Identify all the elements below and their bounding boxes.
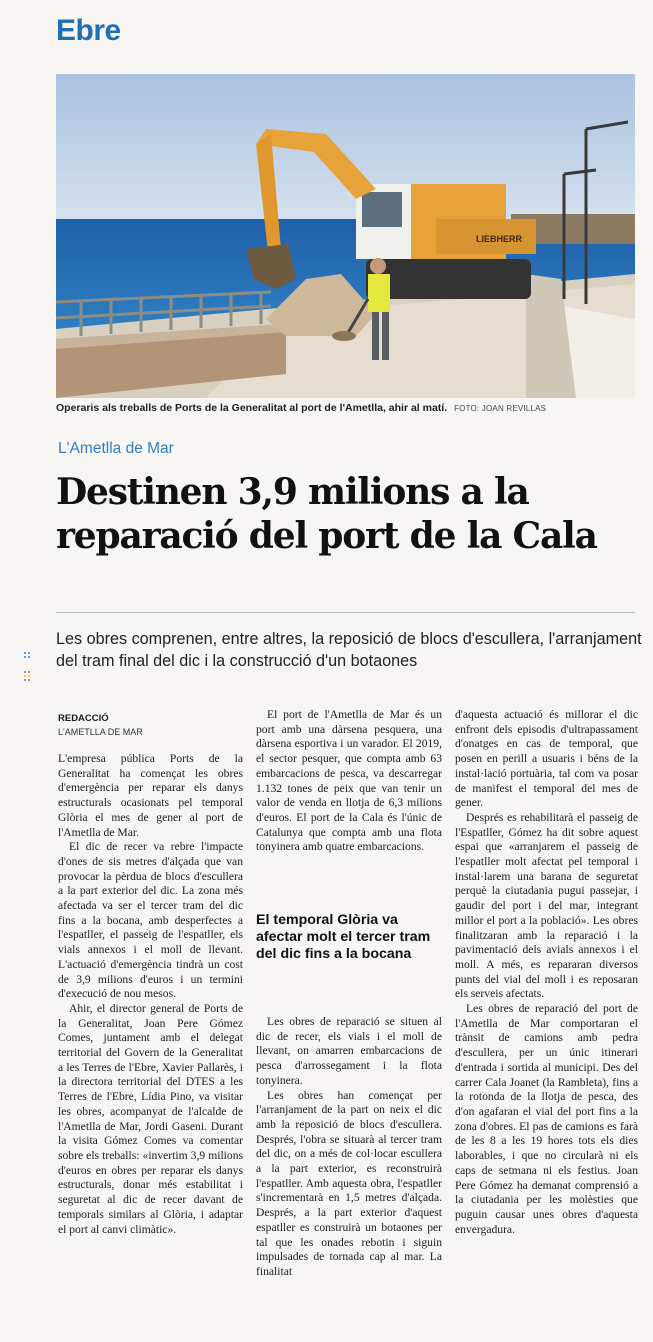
- paragraph: Ahir, el director general de Ports de la Generalitat, Joan Pere Gómez Comes, juntament amb el delegat territorial del Govern de la Generalitat a les Terres de l'Ebre, Xavier Pallarès, i la directora territorial del DTES a les Terres de l'Ebre, Lídia Pino, va visitar les obres, acompanyat de l'alcalde de l'Ametlla de Mar, Jordi Gaseni. Durant la visita Gómez Comes va comentar sobre els treballs: «invertim 3,9 milions d'euros en obres per reparar els danys estructurals, donar més estabilitat i seguretat al dic de recer davant de temporals similars al Glòria, i adaptar el port al canvi climàtic».: [58, 1001, 243, 1236]
- subheading: El temporal Glòria va afectar molt el tercer tram del dic fins a la bocana: [256, 912, 431, 962]
- column-3: [455, 708, 638, 1237]
- headline: Destinen 3,9 milions a la reparació del port de la Cala: [56, 471, 597, 557]
- column-2-bottom: [256, 1015, 442, 1280]
- paragraph: Les obres de reparació se situen al dic de recer, els vials i el moll de llevant, on amarren embarcacions de pesca d'arrossegament i la flota tonyinera.: [256, 1015, 442, 1087]
- article-photo: [56, 74, 635, 398]
- paragraph: Després es rehabilitarà el passeig de l'Espatller, Gómez ha dit sobre aquest espai que «arranjarem el passeig de l'espatller molt afectat pel temporal i instal·larem una barana de seguretat perquè la ciutadania pugui passejar, i gaudir del port i del mar, integrant millor el port a la població». Les obres finalitzaran amb la reparació i la pavimentació dels avials annexos i el moll. A més, es repararan diversos punts del vial del moll i es reposaran els serveis afectats.: [455, 810, 638, 1001]
- bleed-through-text: [325, 16, 445, 70]
- paragraph: d'aquesta actuació és millorar el dic enfront dels episodis d'ultrapassament d'onatges en cas de temporal, que posen en perill a usuaris i béns de la instal·lació portuària, tal com va posar de manifest el temporal del mes de gener.: [455, 708, 638, 810]
- byline-place: L'AMETLLA DE MAR: [58, 727, 143, 737]
- paragraph: El dic de recer va rebre l'impacte d'ones de sis metres d'alçada que van provocar la pèrdua de blocs d'escullera a la part exterior del dic. La zona més afectada va ser el tercer tram del dic fins a la bocana, amb desperfectes a l'espatller, el passeig de l'espatller, els vials annexos i el moll de llevant. L'actuació d'emergència tindrà un cost de 3,9 milions d'euros i un termini d'execució de nou mesos.: [58, 840, 243, 1001]
- machine-label: LIEBHERR: [476, 234, 523, 244]
- photo-credit: FOTO: JOAN REVILLAS: [454, 404, 547, 413]
- location-label: L'Ametlla de Mar: [58, 440, 174, 457]
- section-label: Ebre: [56, 14, 121, 47]
- deck-text: Les obres comprenen, entre altres, la reposició de blocs d'escullera, l'arranjament del tram final del dic i la construcció d'un botaones: [56, 630, 642, 670]
- paragraph: L'empresa pública Ports de la Generalitat ha començat les obres d'emergència per reparar els danys estructurals ocasionats pel temporal Glòria el mes de gener al port de l'Ametlla de Mar.: [58, 752, 243, 839]
- registration-marks: [22, 650, 32, 690]
- caption-text: Operaris als treballs de Ports de la Generalitat al port de l'Ametlla, ahir al matí.: [56, 402, 448, 414]
- byline: [58, 712, 248, 739]
- photo-caption: [56, 402, 635, 414]
- paragraph: Les obres han començat per l'arranjament de la part on neix el dic amb la reposició de blocs d'escullera. Després, l'obra se situarà al tercer tram del dic, on a més de col·locar escullera a la part exterior, es reconstruirà l'espatller. Amb aquesta obra, l'espatller s'incrementarà en 1,5 metres d'alçada. Després, a la part exterior d'aquest espatller es construirà un botaones per tal que les onades rebotin i siguin impulsades de tornada cap al mar. La finalitat: [256, 1088, 442, 1278]
- paragraph: Les obres de reparació del port de l'Ametlla de Mar comportaran el trànsit de camions amb pedra d'escullera, per un únic itinerari d'entrada i sortida al municipi. Des del carrer Cala Joanet (la Rambleta), fins a la rotonda de la llotja de pesca, des d'on agafaran el vial del port fins a la zona d'obres. El pas de camions es farà de les 8 a les 19 hores tots els dies laborables, i que no circularà ni els caps de setmana ni els festius. Joan Pere Gómez ha demanat comprensió a la ciutadania per les molèsties que puguin causar unes obres d'aquesta envergadura.: [455, 1002, 638, 1236]
- paragraph: El port de l'Ametlla de Mar és un port amb una dàrsena pesquera, una dàrsena esportiva i un varador. El 2019, el sector pesquer, que compta amb 63 embarcacions de pesca, va descarregar 1.132 tones de peix que van tenir un valor de venda en llotja de 6,3 milions d'euros. El port de la Cala és l'únic de Catalunya que compta amb una flota tonyinera amb quatre embarcacions.: [256, 708, 442, 854]
- column-2-top: [256, 708, 442, 855]
- byline-author: REDACCIÓ: [58, 713, 109, 724]
- column-1: [58, 752, 243, 1237]
- divider: [56, 612, 635, 613]
